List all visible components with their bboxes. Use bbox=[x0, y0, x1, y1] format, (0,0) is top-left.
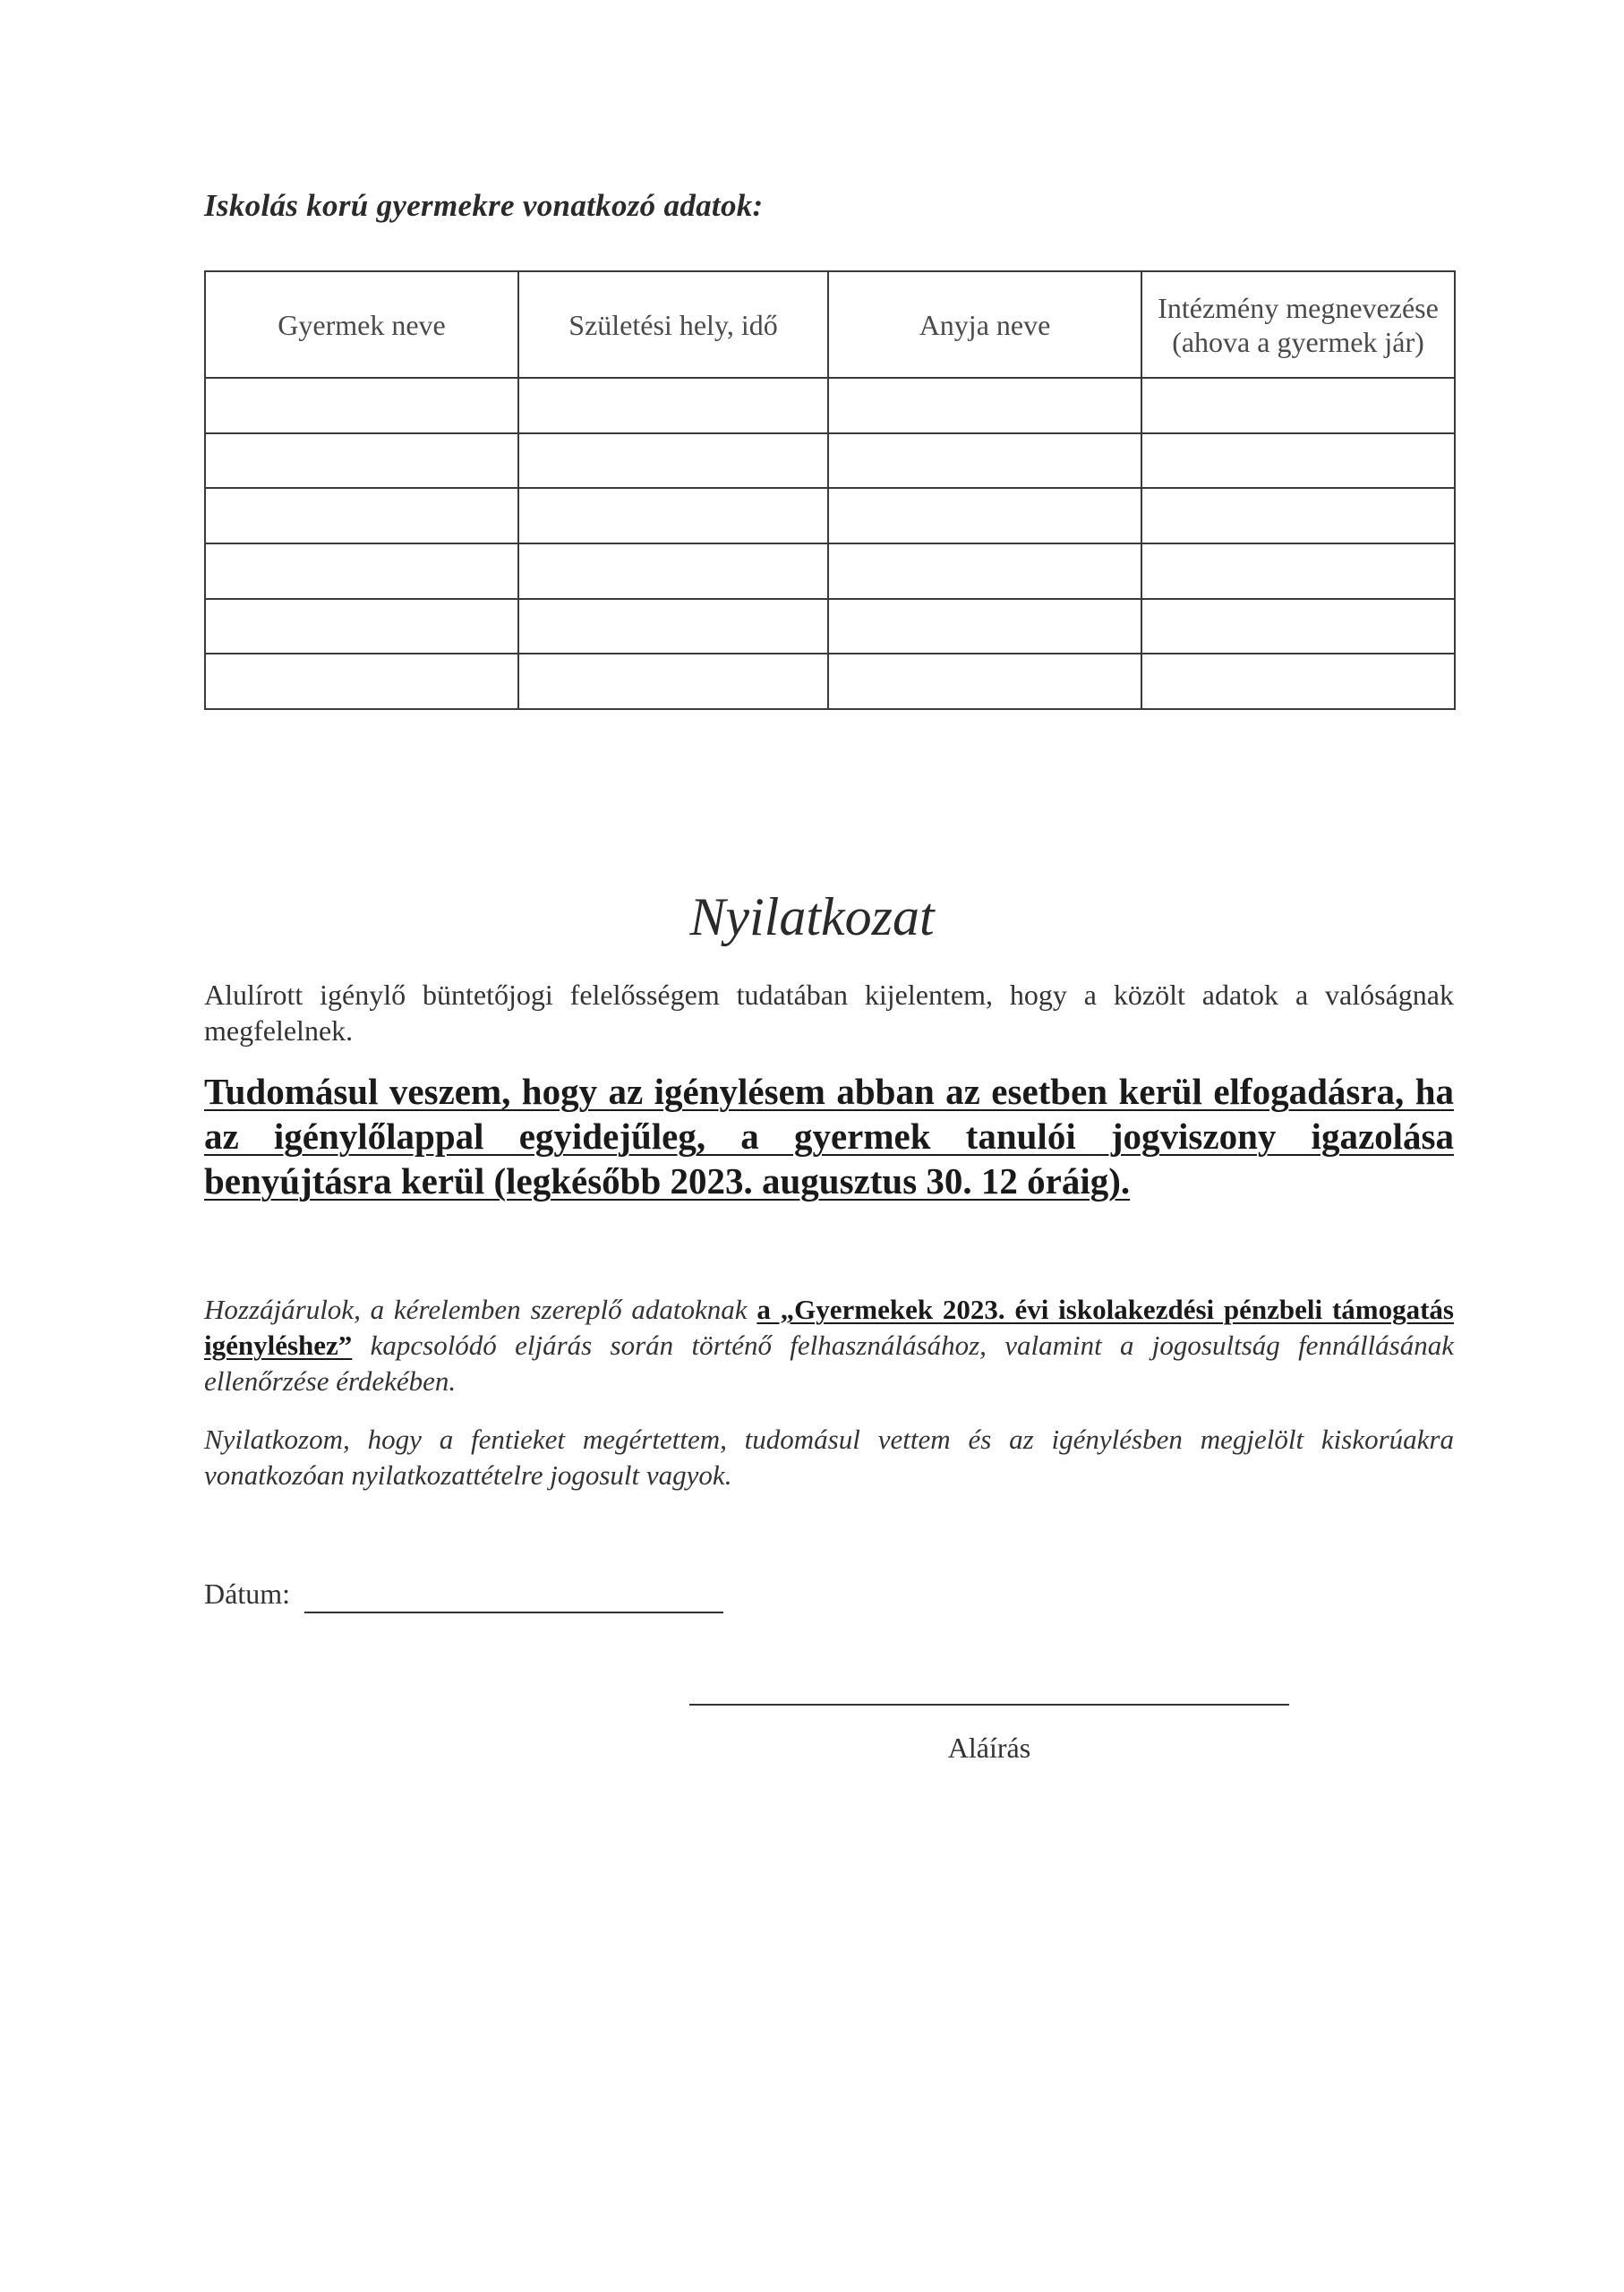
table-cell[interactable] bbox=[205, 433, 518, 489]
table-cell[interactable] bbox=[828, 654, 1141, 709]
table-cell[interactable] bbox=[518, 654, 828, 709]
table-cell[interactable] bbox=[1141, 599, 1455, 654]
date-field-line[interactable] bbox=[304, 1612, 723, 1613]
table-header-row bbox=[205, 271, 1455, 378]
consent-text-before: Hozzájárulok, a kérelemben szereplő adatoknak bbox=[204, 1294, 757, 1325]
signature-field-line[interactable] bbox=[689, 1704, 1289, 1706]
table-cell[interactable] bbox=[518, 543, 828, 599]
table-cell[interactable] bbox=[205, 599, 518, 654]
table-cell[interactable] bbox=[1141, 488, 1455, 543]
table-cell[interactable] bbox=[828, 488, 1141, 543]
section-heading: Iskolás korú gyermekre vonatkozó adatok: bbox=[204, 188, 764, 223]
consent-text-after: kapcsolódó eljárás során történő felhasználásához, valamint a jogosultság fennállásának ellenőrzése érdekében. bbox=[204, 1330, 1454, 1397]
table-cell[interactable] bbox=[205, 543, 518, 599]
column-header-child-name: Gyermek neve bbox=[205, 271, 518, 378]
date-label: Dátum: bbox=[204, 1578, 290, 1610]
understanding-paragraph: Nyilatkozom, hogy a fentieket megértettem, tudomásul vettem és az igénylésben megjelölt kiskorúakra vonatkozóan nyilatkozattételre jogosult vagyok. bbox=[204, 1424, 1454, 1491]
table-cell[interactable] bbox=[1141, 543, 1455, 599]
table-cell[interactable] bbox=[518, 599, 828, 654]
table-body bbox=[205, 378, 1455, 709]
signature-label: Aláírás bbox=[947, 1732, 1031, 1764]
declaration-statement: Alulírott igénylő büntetőjogi felelősségem tudatában kijelentem, hogy a közölt adatok a valóságnak megfelelnek. bbox=[204, 979, 1454, 1047]
table-row bbox=[205, 488, 1455, 543]
column-header-mother-name: Anyja neve bbox=[828, 271, 1141, 378]
table-row bbox=[205, 599, 1455, 654]
table-cell[interactable] bbox=[828, 599, 1141, 654]
consent-emphasis: a „Gyermekek 2023. évi iskolakezdési pénzbeli támogatás igényléshez” bbox=[204, 1294, 1454, 1361]
table-row bbox=[205, 433, 1455, 489]
deadline-notice: Tudomásul veszem, hogy az igénylésem abban az esetben kerül elfogadásra, ha az igénylőlappal egyidejűleg, a gyermek tanulói jogviszony igazolása benyújtásra kerül (legkésőbb 2023. augusztus 30. 12 óráig). bbox=[204, 1071, 1454, 1202]
column-header-institution: Intézmény megnevezése (ahova a gyermek jár) bbox=[1141, 271, 1455, 378]
table-cell[interactable] bbox=[205, 654, 518, 709]
table-row bbox=[205, 378, 1455, 433]
table-cell[interactable] bbox=[1141, 433, 1455, 489]
table-cell[interactable] bbox=[1141, 654, 1455, 709]
table-cell[interactable] bbox=[1141, 378, 1455, 433]
table-cell[interactable] bbox=[828, 543, 1141, 599]
table-row bbox=[205, 654, 1455, 709]
table-cell[interactable] bbox=[828, 378, 1141, 433]
table-cell[interactable] bbox=[518, 378, 828, 433]
table-cell[interactable] bbox=[205, 488, 518, 543]
table-cell[interactable] bbox=[205, 378, 518, 433]
declaration-title: Nyilatkozat bbox=[689, 887, 935, 946]
consent-paragraph bbox=[204, 1292, 1454, 1399]
column-header-birth-place-date: Születési hely, idő bbox=[518, 271, 828, 378]
table-cell[interactable] bbox=[518, 433, 828, 489]
table-row bbox=[205, 543, 1455, 599]
children-table bbox=[204, 270, 1456, 710]
table-cell[interactable] bbox=[828, 433, 1141, 489]
table-cell[interactable] bbox=[518, 488, 828, 543]
